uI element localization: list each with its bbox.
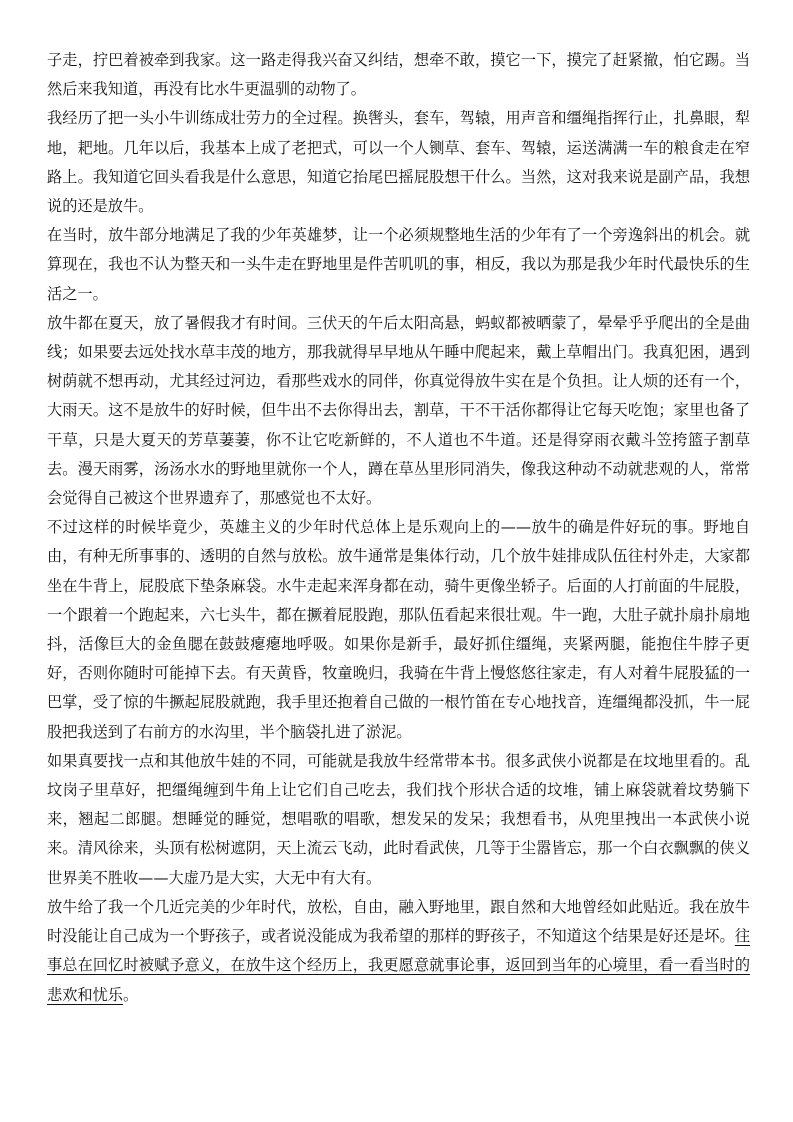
paragraph-5: 不过这样的时候毕竟少，英雄主义的少年时代总体上是乐观向上的——放牛的确是件好玩的事。野地自由，有种无所事事的、透明的自然与放松。放牛通常是集体行动，几个放牛娃排成队伍往村外走，大家都坐在牛背上，屁股底下垫条麻袋。水牛走起来浑身都在动，骑牛更像坐轿子。后面的人打前面的牛屁股，一个跟着一个跑起来，六七头牛，都在撅着屁股跑，那队伍看起来很壮观。牛一跑，大肚子就扑扇扑扇地抖，活像巨大的金鱼腮在鼓鼓瘪瘪地呼吸。如果你是新手，最好抓住缰绳，夹紧两腿，能抱住牛脖子更好，否则你随时可能掉下去。有天黄昏，牧童晚归，我骑在牛背上慢悠悠往家走，有人对着牛屁股猛的一巴掌，受了惊的牛撅起屁股就跑，我手里还抱着自己做的一根竹笛在专心地找音，连缰绳都没抓，牛一屁股把我送到了右前方的水沟里，半个脑袋扎进了淤泥。: [47, 518, 750, 741]
paragraph-1: 子走，拧巴着被牵到我家。这一路走得我兴奋又纠结，想牵不敢，摸它一下，摸完了赶紧撤，怕它踢。当然后来我知道，再没有比水牛更温驯的动物了。: [47, 51, 750, 99]
paragraph-7-text: 放牛给了我一个几近完美的少年时代，放松，自由，融入野地里，跟自然和大地曾经如此贴近。我在放牛时没能让自己成为一个野孩子，或者说没能成为我希望的那样的野孩子，不知道这个结果是好还是坏。: [47, 897, 750, 946]
paragraph-7: [47, 893, 750, 1010]
paragraph-4: 放牛都在夏天，放了暑假我才有时间。三伏天的午后太阳高悬，蚂蚁都被晒蒙了，晕晕乎乎爬出的全是曲线；如果要去远处找水草丰茂的地方，那我就得早早地从午睡中爬起来，戴上草帽出门。我真犯困，遇到树荫就不想再动，尤其经过河边，看那些戏水的同伴，你真觉得放牛实在是个负担。让人烦的还有一个，大雨天。这不是放牛的好时候，但牛出不去你得出去，割草，干不干活你都得让它每天吃饱；家里也备了干草，只是大夏天的芳草萋萋，你不让它吃新鲜的，不人道也不牛道。还是得穿雨衣戴斗笠挎篮子割草去。漫天雨雾，汤汤水水的野地里就你一个人，蹲在草丛里形同消失，像我这种动不动就悲观的人，常常会觉得自己被这个世界遗弃了，那感觉也不太好。: [47, 313, 750, 508]
underlined-sentence: 往事总在回忆时被赋予意义，在放牛这个经历上，我更愿意就事论事，返回到当年的心境里，看一看当时的悲欢和忧乐: [47, 927, 750, 1004]
paragraph-3: 在当时，放牛部分地满足了我的少年英雄梦，让一个必须规整地生活的少年有了一个旁逸斜出的机会。就算现在，我也不认为整天和一头牛走在野地里是件苦叽叽的事，相反，我以为那是我少年时代最快乐的生活之一。: [47, 226, 750, 303]
document-page: [47, 46, 750, 1010]
paragraph-7-end: 。: [122, 985, 139, 1004]
paragraph-6: 如果真要找一点和其他放牛娃的不同，可能就是我放牛经常带本书。很多武侠小说都是在坟地里看的。乱坟岗子里草好，把缰绳缠到牛角上让它们自己吃去，我们找个形状合适的坟堆，铺上麻袋就着坟势躺下来，翘起二郎腿。想睡觉的睡觉，想唱歌的唱歌，想发呆的发呆；我想看书，从兜里拽出一本武侠小说来。清风徐来，头顶有松树遮阴，天上流云飞动，此时看武侠，几等于尘嚣皆忘，那一个白衣飘飘的侠义世界美不胜收——大虚乃是大实，大无中有大有。: [47, 751, 750, 887]
paragraph-2: 我经历了把一头小牛训练成壮劳力的全过程。换辔头，套车，驾辕，用声音和缰绳指挥行止，扎鼻眼，犁地，耙地。几年以后，我基本上成了老把式，可以一个人铡草、套车、驾辕，运送满满一车的粮食走在窄路上。我知道它回头看我是什么意思，知道它抬尾巴摇屁股想干什么。当然，这对我来说是副产品，我想说的还是放牛。: [47, 109, 750, 216]
